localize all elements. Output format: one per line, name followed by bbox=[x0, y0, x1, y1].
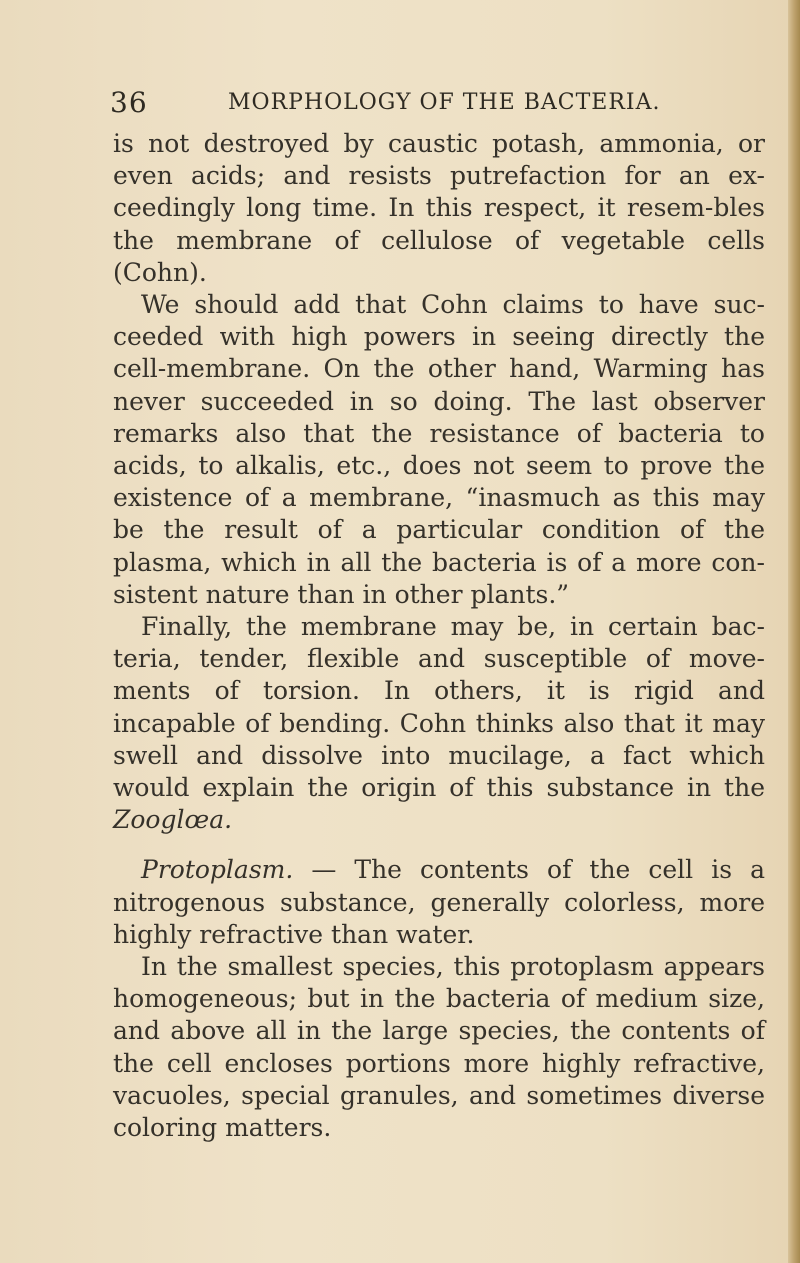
paragraph-3 bbox=[113, 611, 765, 836]
running-title: MORPHOLOGY OF THE BACTERIA. bbox=[228, 90, 661, 115]
page-number: 36 bbox=[110, 86, 148, 119]
page-edge-shadow bbox=[788, 0, 800, 1263]
protoplasm-heading: Protoplasm. bbox=[141, 855, 294, 885]
paragraph-2: We should add that Cohn claims to have suc-ceeded with high powers in seeing directly the cell-membrane. On the other hand, Warming has never succeeded in so doing. The last observer remarks also that the resistance of bacteria to acids, to alkalis, etc., does not seem to prove the existence of a membrane, “inasmuch as this may be the result of a particular condition of the plasma, which in all the bacteria is of a more con-sistent nature than in other plants.” bbox=[113, 290, 765, 609]
zooglea-term: Zooglœa. bbox=[113, 805, 233, 835]
paragraph-5: In the smallest species, this protoplasm appears homogeneous; but in the bacteria of medium size, and above all in the large species, the contents of the cell encloses portions more highly refractive, vacuoles, special granules, and sometimes diverse coloring matters. bbox=[113, 952, 765, 1143]
paragraph-1: is not destroyed by caustic potash, ammonia, or even acids; and resists putrefaction for an ex-ceedingly long time. In this respect, it resem-bles the membrane of cellulose of vegetable cells (Cohn). bbox=[113, 129, 765, 287]
paragraph-3-text: Finally, the membrane may be, in certain bac-teria, tender, flexible and susceptible of move-ments of torsion. In others, it is rigid and incapable of bending. Cohn thinks also that it may swell and dissolve into mucilage, a fact which would explain the origin of this substance in the bbox=[113, 612, 765, 803]
page-body bbox=[113, 128, 765, 1144]
protoplasm-definition: — The contents of the cell is a nitrogenous substance, generally colorless, more highly refractive than water. bbox=[113, 855, 765, 949]
paragraph-4 bbox=[113, 854, 765, 951]
page-header bbox=[110, 86, 770, 126]
